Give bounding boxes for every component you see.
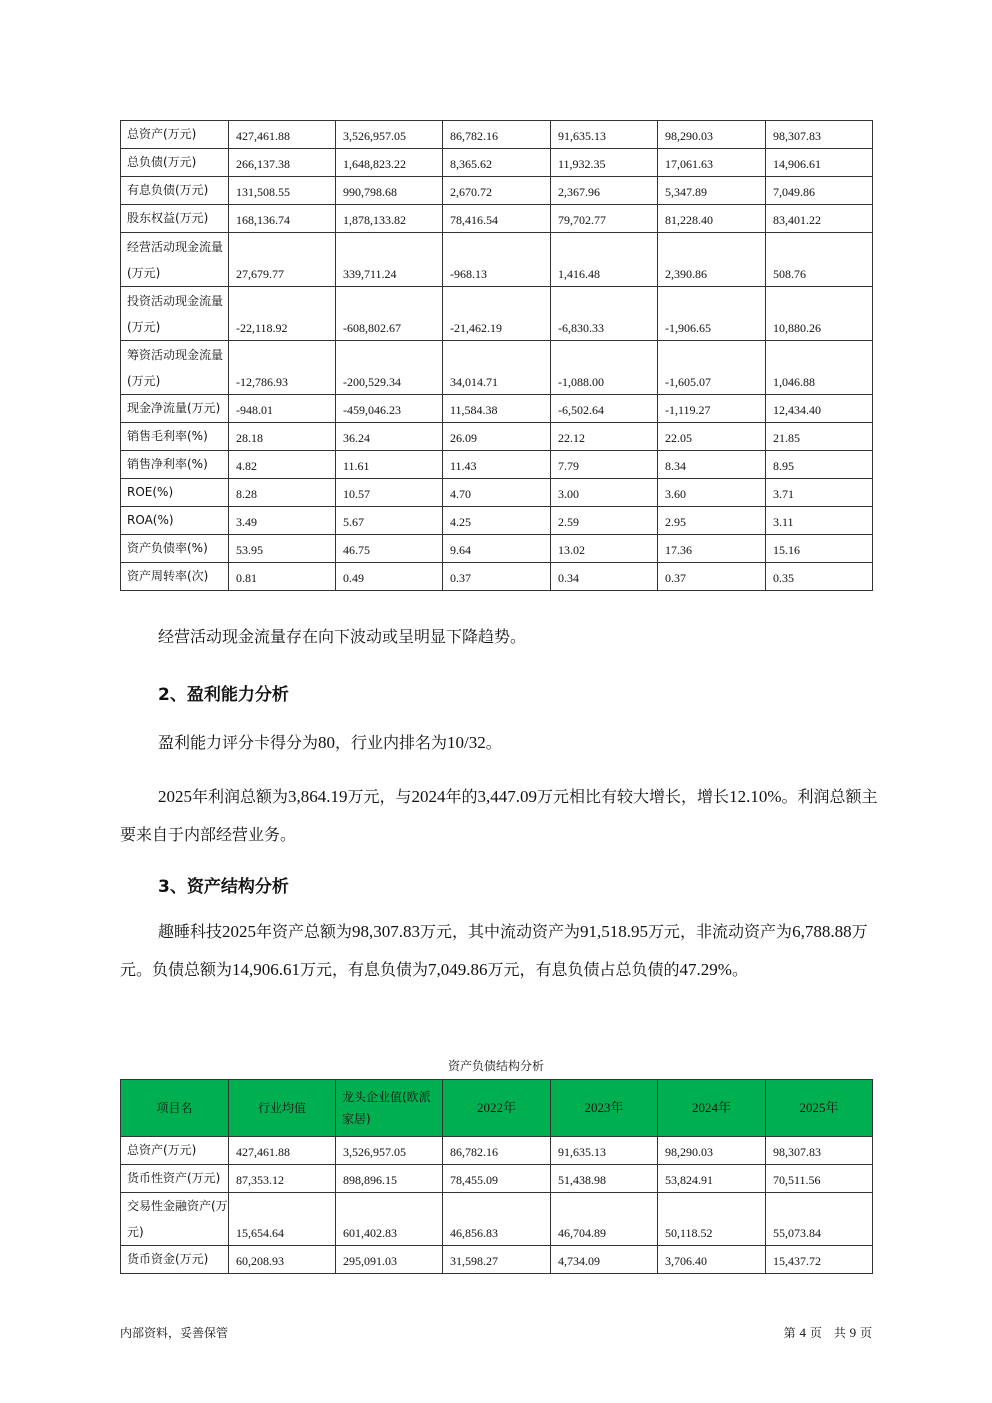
table-cell: 5.67: [336, 507, 443, 535]
table-cell: 13.02: [551, 535, 658, 563]
table-cell: 14,906.61: [766, 149, 873, 177]
table-cell: 4.25: [443, 507, 551, 535]
table-cell: 50,118.52: [658, 1193, 766, 1246]
row-label: 投资活动现金流量(万元): [121, 287, 229, 341]
table-cell: 55,073.84: [766, 1193, 873, 1246]
table-row: [121, 563, 873, 591]
table-cell: 86,782.16: [443, 121, 551, 149]
table-cell: 3.00: [551, 479, 658, 507]
table-cell: -1,088.00: [551, 341, 658, 395]
header-year-2025: 2025年: [766, 1080, 873, 1137]
row-label: 总负债(万元): [121, 149, 229, 177]
table-row: [121, 341, 873, 395]
table-cell: 98,307.83: [766, 1137, 873, 1165]
table-cell: 17.36: [658, 535, 766, 563]
table-cell: 87,353.12: [229, 1165, 336, 1193]
table-cell: 2,367.96: [551, 177, 658, 205]
table-cell: 27,679.77: [229, 233, 336, 287]
table-cell: 4.82: [229, 451, 336, 479]
table-row: [121, 177, 873, 205]
table-cell: 3,526,957.05: [336, 121, 443, 149]
table-cell: 0.37: [443, 563, 551, 591]
table-cell: 990,798.68: [336, 177, 443, 205]
table-cell: -6,830.33: [551, 287, 658, 341]
header-item-name: 项目名: [121, 1080, 229, 1137]
table-row: [121, 423, 873, 451]
table-cell: 36.24: [336, 423, 443, 451]
row-label: 总资产(万元): [121, 121, 229, 149]
table-cell: 15,437.72: [766, 1246, 873, 1274]
table-cell: 98,290.03: [658, 121, 766, 149]
table-cell: 70,511.56: [766, 1165, 873, 1193]
table-cell: 0.37: [658, 563, 766, 591]
table-cell: 131,508.55: [229, 177, 336, 205]
table-cell: 9.64: [443, 535, 551, 563]
table-cell: -1,906.65: [658, 287, 766, 341]
table-row: [121, 1137, 873, 1165]
table-cell: 0.81: [229, 563, 336, 591]
table-cell: -22,118.92: [229, 287, 336, 341]
table-cell: 427,461.88: [229, 1137, 336, 1165]
row-label: 资产负债率(%): [121, 535, 229, 563]
table-cell: 22.05: [658, 423, 766, 451]
table-cell: 1,046.88: [766, 341, 873, 395]
table-cell: 8.28: [229, 479, 336, 507]
table-cell: 5,347.89: [658, 177, 766, 205]
table-cell: 3.71: [766, 479, 873, 507]
table-cell: -1,605.07: [658, 341, 766, 395]
table-cell: 53.95: [229, 535, 336, 563]
table-cell: 168,136.74: [229, 205, 336, 233]
asset-structure-paragraph: 趣睡科技2025年资产总额为98,307.83万元，其中流动资产为91,518.95万元，非流动资产为6,788.88万元。负债总额为14,906.61万元，有息负债为7,049.86万元，有息负债占总负债的47.29%。: [120, 922, 868, 979]
financial-indicators-table: [120, 120, 873, 591]
table-cell: 10.57: [336, 479, 443, 507]
table-cell: 91,635.13: [551, 121, 658, 149]
table-cell: 2.59: [551, 507, 658, 535]
table-row: [121, 395, 873, 423]
table-cell: 78,455.09: [443, 1165, 551, 1193]
cashflow-trend-paragraph: 经营活动现金流量存在向下波动或呈明显下降趋势。: [158, 627, 527, 646]
table-row: [121, 205, 873, 233]
table-row: [121, 287, 873, 341]
table-cell: 0.35: [766, 563, 873, 591]
table-cell: 2.95: [658, 507, 766, 535]
table-cell: 98,307.83: [766, 121, 873, 149]
table-cell: 2,670.72: [443, 177, 551, 205]
row-label: 资产周转率(次): [121, 563, 229, 591]
table-cell: -948.01: [229, 395, 336, 423]
table-row: [121, 1246, 873, 1274]
table-cell: 1,416.48: [551, 233, 658, 287]
table-row: [121, 149, 873, 177]
profitability-score-paragraph: 盈利能力评分卡得分为80，行业内排名为10/32。: [158, 733, 502, 752]
table-row: [121, 507, 873, 535]
table-cell: 31,598.27: [443, 1246, 551, 1274]
table-row: [121, 1165, 873, 1193]
table-cell: 28.18: [229, 423, 336, 451]
table-cell: 339,711.24: [336, 233, 443, 287]
table-cell: 11.43: [443, 451, 551, 479]
table-cell: 11.61: [336, 451, 443, 479]
table-caption: 资产负债结构分析: [447, 1059, 544, 1073]
table-cell: 53,824.91: [658, 1165, 766, 1193]
row-label: ROA(%): [121, 507, 229, 535]
table-cell: 17,061.63: [658, 149, 766, 177]
table-cell: 34,014.71: [443, 341, 551, 395]
footer-confidential-note: 内部资料，妥善保管: [120, 1326, 229, 1340]
table-cell: 11,932.35: [551, 149, 658, 177]
table-cell: 3.11: [766, 507, 873, 535]
table-cell: 86,782.16: [443, 1137, 551, 1165]
table-cell: -1,119.27: [658, 395, 766, 423]
row-label: 股东权益(万元): [121, 205, 229, 233]
row-label: 筹资活动现金流量(万元): [121, 341, 229, 395]
table-cell: 0.49: [336, 563, 443, 591]
table-cell: 3.60: [658, 479, 766, 507]
table-cell: 3.49: [229, 507, 336, 535]
table-cell: 98,290.03: [658, 1137, 766, 1165]
table-cell: 21.85: [766, 423, 873, 451]
row-label: 经营活动现金流量(万元): [121, 233, 229, 287]
table-cell: 601,402.83: [336, 1193, 443, 1246]
table-cell: -608,802.67: [336, 287, 443, 341]
table-cell: 12,434.40: [766, 395, 873, 423]
row-label: 销售毛利率(%): [121, 423, 229, 451]
table-cell: 295,091.03: [336, 1246, 443, 1274]
table-cell: -459,046.23: [336, 395, 443, 423]
table-cell: 46,856.83: [443, 1193, 551, 1246]
table-cell: 10,880.26: [766, 287, 873, 341]
table-cell: 26.09: [443, 423, 551, 451]
table-cell: 3,706.40: [658, 1246, 766, 1274]
table-cell: 3,526,957.05: [336, 1137, 443, 1165]
table-cell: 427,461.88: [229, 121, 336, 149]
table-cell: 0.34: [551, 563, 658, 591]
row-label: 有息负债(万元): [121, 177, 229, 205]
table-row: [121, 535, 873, 563]
table-cell: 91,635.13: [551, 1137, 658, 1165]
row-label: 现金净流量(万元): [121, 395, 229, 423]
table-cell: 81,228.40: [658, 205, 766, 233]
row-label: 货币性资产(万元): [121, 1165, 229, 1193]
profit-total-paragraph: 2025年利润总额为3,864.19万元，与2024年的3,447.09万元相比有较大增长，增长12.10%。利润总额主要来自于内部经营业务。: [120, 787, 878, 844]
table-cell: 8.95: [766, 451, 873, 479]
header-year-2023: 2023年: [551, 1080, 658, 1137]
footer-page-number: 第 4 页 共 9 页: [783, 1325, 872, 1340]
balance-structure-table: [120, 1079, 873, 1274]
table-cell: 8,365.62: [443, 149, 551, 177]
table-cell: 508.76: [766, 233, 873, 287]
table-cell: -21,462.19: [443, 287, 551, 341]
table-cell: 15.16: [766, 535, 873, 563]
table-row: [121, 121, 873, 149]
row-label: 销售净利率(%): [121, 451, 229, 479]
row-label: ROE(%): [121, 479, 229, 507]
section-heading-profitability: 2、盈利能力分析: [158, 685, 289, 705]
table-cell: 60,208.93: [229, 1246, 336, 1274]
header-leader-value: 龙头企业值(欧派家居): [336, 1080, 443, 1137]
table-cell: 898,896.15: [336, 1165, 443, 1193]
table-cell: 15,654.64: [229, 1193, 336, 1246]
table-row: [121, 1193, 873, 1246]
table-cell: -200,529.34: [336, 341, 443, 395]
table-cell: 46,704.89: [551, 1193, 658, 1246]
table-cell: 51,438.98: [551, 1165, 658, 1193]
header-year-2024: 2024年: [658, 1080, 766, 1137]
table-cell: 78,416.54: [443, 205, 551, 233]
table-cell: -968.13: [443, 233, 551, 287]
row-label: 交易性金融资产(万元): [121, 1193, 229, 1246]
section-heading-asset-structure: 3、资产结构分析: [158, 877, 289, 897]
table-row: [121, 233, 873, 287]
table-cell: 1,648,823.22: [336, 149, 443, 177]
table-cell: 4,734.09: [551, 1246, 658, 1274]
table-cell: -12,786.93: [229, 341, 336, 395]
table-cell: 7,049.86: [766, 177, 873, 205]
table-row: [121, 451, 873, 479]
header-industry-avg: 行业均值: [229, 1080, 336, 1137]
table-cell: 22.12: [551, 423, 658, 451]
header-year-2022: 2022年: [443, 1080, 551, 1137]
table-cell: 266,137.38: [229, 149, 336, 177]
table-cell: 2,390.86: [658, 233, 766, 287]
table-cell: -6,502.64: [551, 395, 658, 423]
table-row: [121, 479, 873, 507]
table-cell: 11,584.38: [443, 395, 551, 423]
row-label: 总资产(万元): [121, 1137, 229, 1165]
table-cell: 83,401.22: [766, 205, 873, 233]
table-cell: 7.79: [551, 451, 658, 479]
table-cell: 4.70: [443, 479, 551, 507]
table-cell: 1,878,133.82: [336, 205, 443, 233]
table-cell: 79,702.77: [551, 205, 658, 233]
table-cell: 46.75: [336, 535, 443, 563]
row-label: 货币资金(万元): [121, 1246, 229, 1274]
table-cell: 8.34: [658, 451, 766, 479]
